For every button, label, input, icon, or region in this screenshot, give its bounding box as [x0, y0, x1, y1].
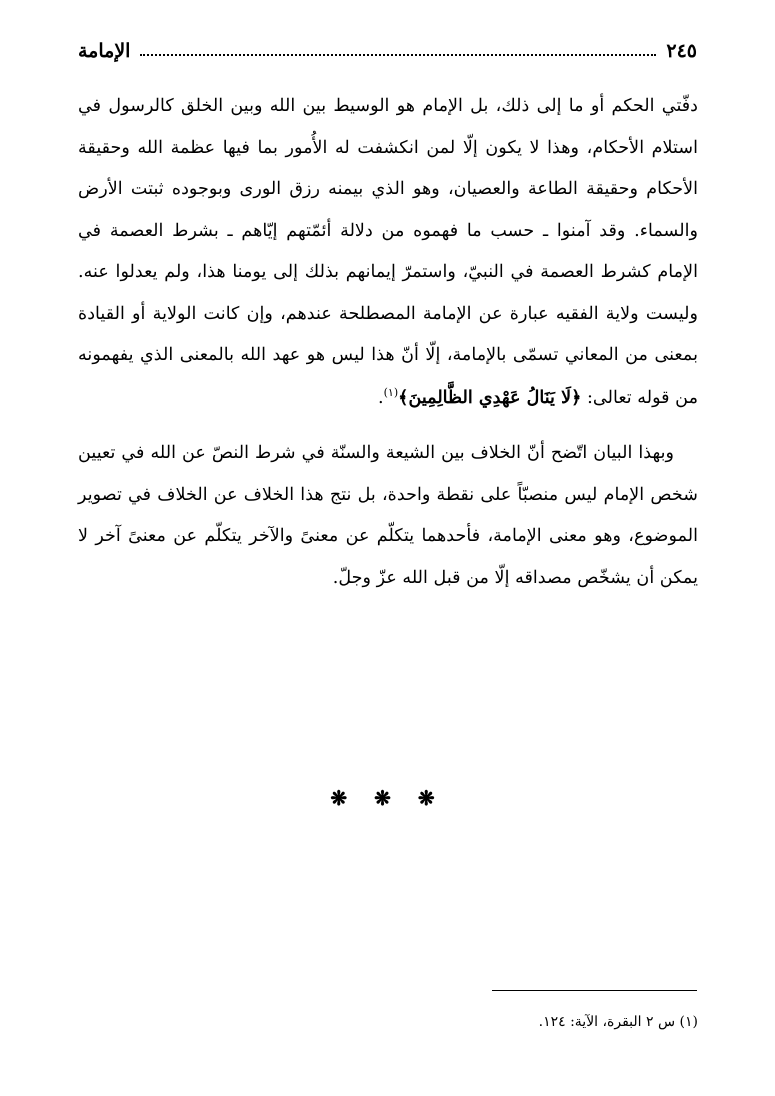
paragraph-2: وبهذا البيان اتّضح أنّ الخلاف بين الشيعة والسنّة في شرط النصّ عن الله في تعيين شخص الإمام ليس منصبّاً على نقطة واحدة، بل نتج هذا الخلاف عن الخلاف في تصوير الموضوع، وهو معنى الإمامة، فأحدهما يتكلّم عن معنىً والآخر يتكلّم عن معنىً آخر لا يمكن أن يشخّص مصداقه إلّا من قبل الله عزّ وجلّ. — [78, 443, 698, 588]
section-separator: ❋ ❋ ❋ — [330, 786, 445, 810]
paragraph-1-text: دفّتي الحكم أو ما إلى ذلك، بل الإمام هو الوسيط بين الله وبين الخلق كالرسول في استلام الأحكام، وهذا لا يكون إلّا لمن انكشفت له الأُمور بما فيها عظمة الله وحقيقة الأحكام وحقيقة الطاعة والعصيان، وهو الذي بيمنه رزق الورى وبوجوده ثبتت الأرض والسماء. وقد آمنوا ـ حسب ما فهموه من دلالة أئمّتهم إيّاهم ـ بشرط العصمة في الإمام كشرط العصمة في النبيّ، واستمرّ إيمانهم بذلك إلى يومنا هذا، ولم يعدلوا عنه. وليست ولاية الفقيه عبارة عن الإمامة المصطلحة عندهم، وإن كانت الولاية أو القيادة بمعنى من المعاني تسمّى بالإمامة، إلّا أنّ هذا ليس هو عهد الله بالمعنى الذي يفهمونه من قوله تعالى: — [78, 96, 698, 408]
page-number: ٢٤٥ — [666, 40, 697, 62]
sentence-end: . — [378, 387, 384, 408]
running-header — [78, 36, 697, 66]
footnote: (١) س ٢ البقرة، الآية: ١٢٤. — [538, 1014, 698, 1030]
main-text — [78, 86, 698, 599]
footnote-divider — [492, 990, 697, 991]
running-title: الإمامة — [78, 40, 131, 62]
footnote-reference: (١) — [383, 385, 399, 399]
dotted-leader — [140, 54, 656, 56]
paragraph-1 — [78, 86, 698, 419]
quran-quote: ﴿لَا يَنَالُ عَهْدِي الظَّالِمِينَ﴾ — [398, 386, 582, 408]
